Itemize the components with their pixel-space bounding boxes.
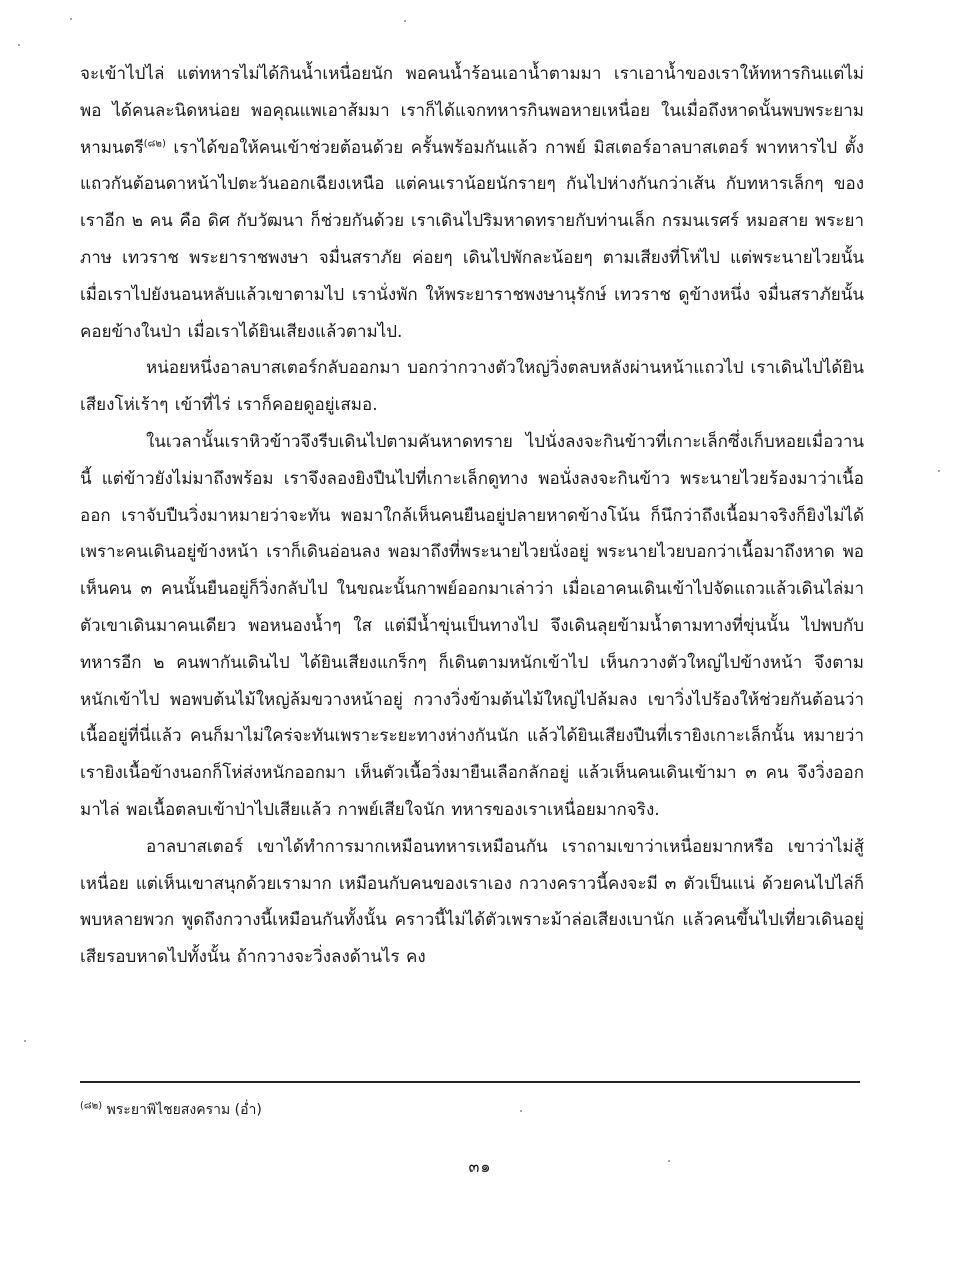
body-text <box>80 56 864 976</box>
scan-speck <box>18 44 20 46</box>
paragraph-3: ในเวลานั้นเราหิวข้าวจึงรีบเดินไปตามคันหาดทราย ไปนั่งลงจะกินข้าวที่เกาะเล็กซึ่งเก็บหอยเมื่อวานนี้ แต่ข้าวยังไม่มาถึงพร้อม เราจึงลองยิงปืนไปที่เกาะเล็กดูทาง พอนั่งลงจะกินข้าว พระนายไวยร้องมาว่าเนื้อออก เราจับปืนวิ่งมาหมายว่าจะทัน พอมาใกล้เห็นคนยืนอยู่ปลายหาดข้างโน้น ก็นึกว่าถึงเนื้อมาจริงก็ยิงไม่ได้ เพราะคนเดินอยู่ข้างหน้า เราก็เดินอ่อนลง พอมาถึงที่พระนายไวยนั่งอยู่ พระนายไวยบอกว่าเนื้อมาถึงหาด พอเห็นคน ๓ คนนั้นยืนอยู่ก็วิ่งกลับไป ในขณะนั้นกาพย์ออกมาเล่าว่า เมื่อเอาคนเดินเข้าไปจัดแถวแล้วเดินไล่มา ตัวเขาเดินมาคนเดียว พอหนองน้ำๆ ใส แต่มีน้ำขุ่นเป็นทางไป จึงเดินลุยข้ามน้ำตามทางที่ขุ่นนั้น ไปพบกับทหารอีก ๒ คนพากันเดินไป ได้ยินเสียงแกร็กๆ ก็เดินตามหนักเข้าไป เห็นกวางตัวใหญ่ไปข้างหน้า จึงตามหนักเข้าไป พอพบต้นไม้ใหญ่ล้มขวางหน้าอยู่ กวางวิ่งข้ามต้นไม้ใหญ่ไปล้มลง เขาวิ่งไปร้องให้ช่วยกันต้อนว่า เนื้ออยู่ที่นี่แล้ว คนก็มาไม่ใคร่จะทันเพราะระยะทางห่างกันนัก แล้วได้ยินเสียงปืนที่เรายิงเกาะเล็กนั้น หมายว่าเรายิงเนื้อข้างนอกก็โห่ส่งหนักออกมา เห็นตัวเนื้อวิ่งมายืนเลือกลักอยู่ แล้วเห็นคนเดินเข้ามา ๓ คน จึงวิ่งออกมาไล่ พอเนื้อตลบเข้าป่าไปเสียแล้ว กาพย์เสียใจนัก ทหารของเราเหนื่อยมากจริง. <box>80 431 864 820</box>
scan-speck <box>668 1160 670 1162</box>
scan-speck <box>24 1040 26 1042</box>
paragraph-1-continuation: เราได้ขอให้คนเข้าช่วยต้อนด้วย ครั้นพร้อมกันแล้ว กาพย์ มิสเตอร์อาลบาสเตอร์ พาทหารไป ตั้งแถวกันต้อนดาหน้าไปตะวันออกเฉียงเหนือ แต่คนเราน้อยนักรายๆ กันไปห่างกันกว่าเส้น กับทหารเล็กๆ ของเราอีก ๒ คน คือ ดิศ กับวัฒนา ก็ช่วยกันด้วย เราเดินไปริมหาดทรายกับท่านเล็ก กรมนเรศร์ หมอสาย พระยาภาษ เทวราช พระยาราชพงษา จมื่นสราภัย ค่อยๆ เดินไปพักละน้อยๆ ตามเสียงที่โห่ไป แต่พระนายไวยนั้น เมื่อเราไปยังนอนหลับแล้วเขาตามไป เรานั่งพัก ให้พระยาราชพงษานุรักษ์ เทวราช ดูข้างหนึ่ง จมื่นสราภัยนั้นคอยข้างในป่า เมื่อเราได้ยินเสียงแล้วตามไป. <box>80 137 864 342</box>
footnote-text: พระยาพิไชยสงคราม (อ่ำ) <box>106 1102 262 1118</box>
footnote-marker: (๘๒) <box>80 1100 103 1112</box>
scan-speck <box>404 20 406 22</box>
scan-speck <box>938 470 940 472</box>
paragraph-1 <box>80 56 864 350</box>
paragraph-1-text: จะเข้าไปไล่ แต่ทหารไม่ได้กินน้ำเหนื่อยนัก พอคนน้ำร้อนเอาน้ำตามมา เราเอาน้ำของเราให้ทหารกินแต่ไม่พอ ได้คนละนิดหน่อย พอคุณแพเอาส้มมา เราก็ได้แจกทหารกินพอหายเหนื่อย ในเมื่อถึงหาดนั้นพบพระยามหามนตรี <box>80 64 864 158</box>
page-number: ๓๑ <box>468 1157 492 1176</box>
footnote <box>80 1100 262 1120</box>
footnote-divider <box>80 1081 860 1083</box>
scan-speck <box>70 18 72 20</box>
footnote-reference[interactable]: (๘๒) <box>143 137 166 149</box>
paragraph-4: อาลบาสเตอร์ เขาได้ทำการมากเหมือนทหารเหมือนกัน เราถามเขาว่าเหนื่อยมากหรือ เขาว่าไม่สู้เหนื่อย แต่เห็นเขาสนุกด้วยเรามาก เหมือนกับคนของเราเอง กวางคราวนี้คงจะมี ๓ ตัวเป็นแน่ ด้วยคนไปไล่ก็พบหลายพวก พูดถึงกวางนี้เหมือนกันทั้งนั้น คราวนี้ไม่ได้ตัวเพราะม้าล่อเสียงเบานัก แล้วคนขึ้นไปเที่ยวเดินอยู่เสียรอบหาดไปทั้งนั้น ถ้ากวางจะวิ่งลงด้านไร คง <box>80 836 864 968</box>
paragraph-2: หน่อยหนึ่งอาลบาสเตอร์กลับออกมา บอกว่ากวางตัวใหญ่วิ่งตลบหลังผ่านหน้าแถวไป เราเดินไปได้ยินเสียงโห่เร้าๆ เข้าที่ไร่ เราก็คอยดูอยู่เสมอ. <box>80 358 864 416</box>
scan-speck <box>520 1110 522 1112</box>
